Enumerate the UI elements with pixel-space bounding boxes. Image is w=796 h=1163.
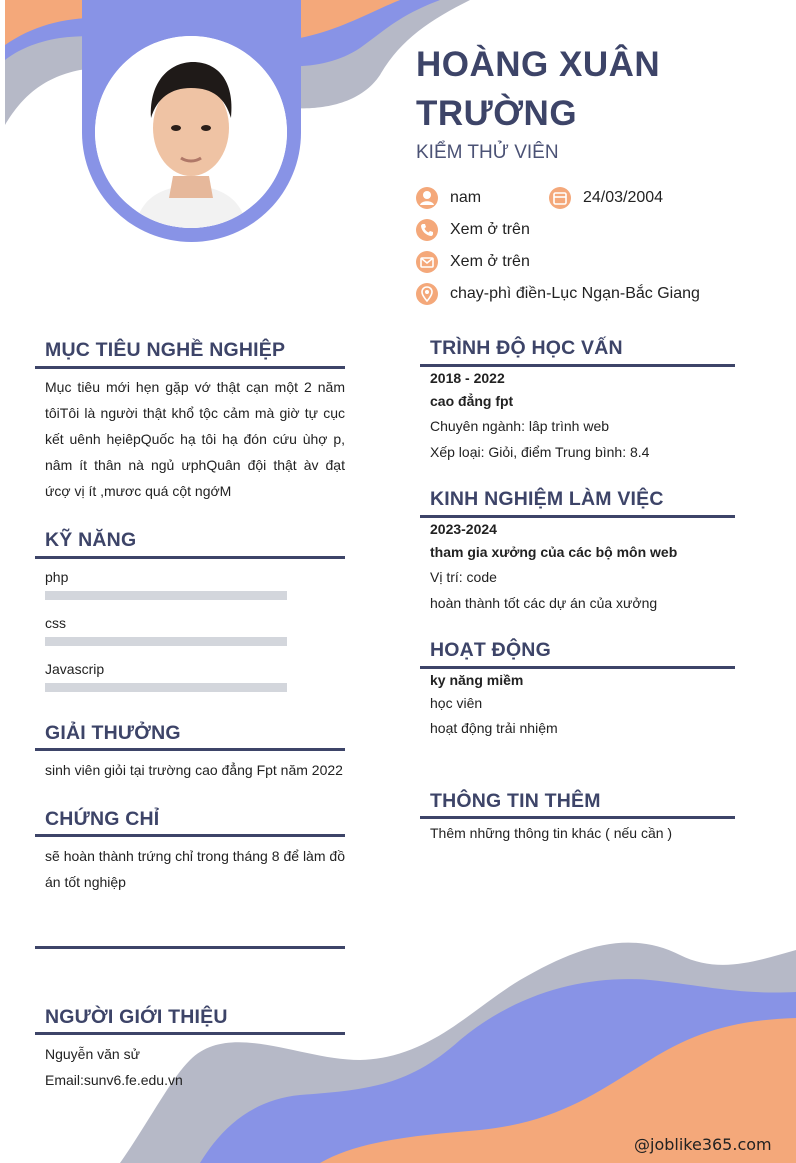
activity-name: ky năng miềm: [430, 672, 524, 688]
candidate-name: HOÀNG XUÂN TRƯỜNG: [416, 45, 661, 133]
profile-photo: [95, 36, 287, 228]
more-info-divider: [420, 816, 735, 819]
activities-divider: [420, 666, 735, 669]
awards-divider: [35, 748, 345, 751]
job-title: KIỂM THỬ VIÊN: [416, 142, 559, 163]
email-info: [416, 253, 616, 275]
experience-position: Vị trí: code: [430, 569, 497, 585]
experience-company: tham gia xưởng của các bộ môn web: [430, 544, 678, 560]
section-divider: [35, 946, 345, 949]
skills-divider: [35, 556, 345, 559]
activity-role: học viên: [430, 695, 483, 711]
location-pin-icon: [416, 283, 438, 305]
awards-title: GIẢI THƯỞNG: [45, 722, 181, 744]
avatar-illustration: [95, 36, 287, 228]
skill-name-css: css: [45, 615, 66, 631]
referee-name: Nguyễn văn sử: [45, 1046, 140, 1062]
education-major: Chuyên ngành: lâp trình web: [430, 418, 610, 434]
skill-bar-css: [45, 637, 287, 646]
experience-title: KINH NGHIỆM LÀM VIỆC: [430, 488, 664, 510]
address-info: [416, 285, 756, 307]
objective-title: MỤC TIÊU NGHỀ NGHIỆP: [45, 339, 286, 361]
certificates-text: sẽ hoàn thành trứng chỉ trong tháng 8 để làm đồ án tốt nghiệp: [45, 848, 345, 890]
gender-value: nam: [450, 189, 482, 206]
education-grade: Xếp loại: Giỏi, điểm Trung bình: 8.4: [430, 444, 650, 460]
person-icon: [416, 187, 438, 209]
certificates-title: CHỨNG CHỈ: [45, 808, 160, 830]
gender-info: [416, 189, 546, 211]
phone-icon: [416, 219, 438, 241]
more-info-text: Thêm những thông tin khác ( nếu cần ): [430, 825, 673, 841]
education-divider: [420, 364, 735, 367]
referees-title: NGƯỜI GIỚI THIỆU: [45, 1006, 228, 1028]
skill-bar-php: [45, 591, 287, 600]
activity-description: hoạt động trải nhiệm: [430, 720, 558, 736]
address-value: chay-phì điền-Lục Ngạn-Bắc Giang: [450, 285, 700, 302]
education-title: TRÌNH ĐỘ HỌC VẤN: [430, 337, 623, 359]
objective-divider: [35, 366, 345, 369]
referee-email: Email:sunv6.fe.edu.vn: [45, 1072, 183, 1088]
activities-title: HOẠT ĐỘNG: [430, 639, 551, 661]
experience-period: 2023-2024: [430, 521, 497, 537]
phone-info: [416, 221, 616, 243]
mail-icon: [416, 251, 438, 273]
education-school: cao đẳng fpt: [430, 393, 514, 409]
referees-divider: [35, 1032, 345, 1035]
skill-name-php: php: [45, 569, 69, 585]
birthday-value: 24/03/2004: [583, 189, 664, 206]
objective-text: Mục tiêu mới hẹn gặp vớ thật cạn một 2 năm tôiTôi là người thật khổ tộc cảm mà giờ tự cục kết uênh hẹiêpQuốc hạ tôi hạ đón cứu ùhợ p, nâm ít thân nà ngủ ưphQuân đội thật àv đạt ứcợ vị ít ,mươc quá cột ngớM: [45, 379, 345, 499]
awards-text: sinh viên giỏi tại trường cao đẳng Fpt năm 2022: [45, 762, 343, 778]
footer-brand: @joblike365.com: [634, 1135, 772, 1154]
birthday-info: [549, 189, 699, 211]
certificates-divider: [35, 834, 345, 837]
skills-title: KỸ NĂNG: [45, 529, 137, 551]
phone-value: Xem ở trên: [450, 221, 530, 238]
skill-name-javascript: Javascrip: [45, 661, 105, 677]
education-period: 2018 - 2022: [430, 370, 505, 386]
experience-description: hoàn thành tốt các dự án của xưởng: [430, 595, 658, 611]
email-value: Xem ở trên: [450, 253, 530, 270]
skill-bar-javascript: [45, 683, 287, 692]
calendar-icon: [549, 187, 571, 209]
experience-divider: [420, 515, 735, 518]
more-info-title: THÔNG TIN THÊM: [430, 790, 601, 812]
